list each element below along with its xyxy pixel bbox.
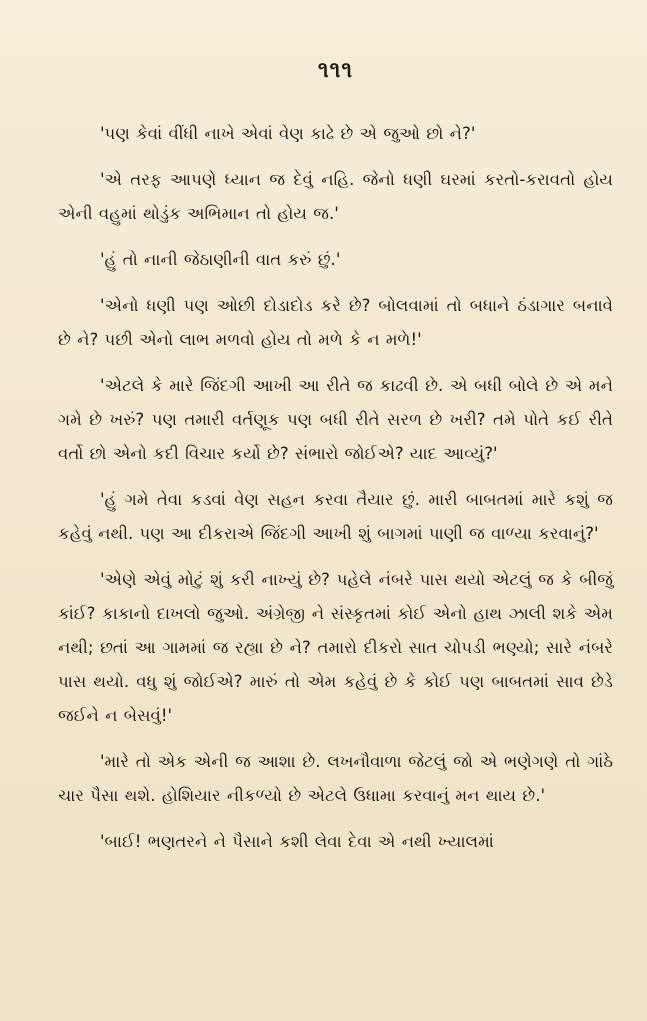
- paragraph: 'પણ કેવાં વીંધી નાખે એવાં વેણ કાઢે છે એ જુઓ છો ને?': [100, 124, 476, 143]
- paragraph: 'હું ગમે તેવા કડવાં વેણ સહન કરવા તૈયાર છું. મારી બાબતમાં મારે કશું જ કહેવું નથી. પણ આ દીકરાએ જિંદગી આખી શું બાગમાં પાણી જ વાળ્યા કરવાનું?': [58, 490, 613, 543]
- page-body: [58, 117, 613, 859]
- paragraph: 'એનો ધણી પણ ઓછી દોડાદોડ કરે છે? બોલવામાં તો બધાને ઠંડાગાર બનાવે છે ને? પછી એનો લાભ મળવો હોય તો મળે કે ન મળે!': [58, 296, 613, 349]
- page-number: ૧૧૧: [317, 58, 354, 83]
- paragraph: 'બાઈ! ભણતરને ને પૈસાને કશી લેવા દેવા એ નથી ખ્યાલમાં: [100, 832, 494, 851]
- paragraph: 'એ તરફ આપણે ધ્યાન જ દેવું નહિ. જેનો ધણી ઘરમાં કરતો-કરાવતો હોય એની વહુમાં થોડુંક અભિમાન તો હોય જ.': [58, 170, 613, 223]
- paragraph: 'એટલે કે મારે જિંદગી આખી આ રીતે જ કાઢવી છે. એ બધી બોલે છે એ મને ગમે છે ખરું? પણ તમારી વર્તણૂક પણ બધી રીતે સરળ છે ખરી? તમે પોતે કઈ રીતે વર્તો છો એનો કદી વિચાર કર્યો છે? સંભારો જોઈએ? યાદ આવ્યું?': [58, 376, 613, 463]
- paragraph: 'મારે તો એક એની જ આશા છે. લખનૌવાળા જેટલું જો એ ભણેગણે તો ગાંઠે ચાર પૈસા થશે. હોશિયાર નીકળ્યો છે એટલે ઉધામા કરવાનું મન થાય છે.': [58, 752, 613, 805]
- paragraph: 'એણે એવું મોટું શું કરી નાખ્યું છે? પહેલે નંબરે પાસ થયો એટલું જ કે બીજું કાંઈ? કાકાનો દાખલો જુઓ. અંગ્રેજી ને સંસ્કૃતમાં કોઈ એનો હાથ ઝાલી શકે એમ નથી; છતાં આ ગામમાં જ રહ્યા છે ને? તમારો દીકરો સાત ચોપડી ભણ્યો; સારે નંબરે પાસ થયો. વધુ શું જોઈએ? મારું તો એમ કહેવું છે કે કોઈ પણ બાબતમાં સાવ છેડે જઈને ન બેસવું!': [58, 570, 613, 725]
- paragraph: 'હું તો નાની જેઠાણીની વાત કરું છું.': [100, 250, 341, 269]
